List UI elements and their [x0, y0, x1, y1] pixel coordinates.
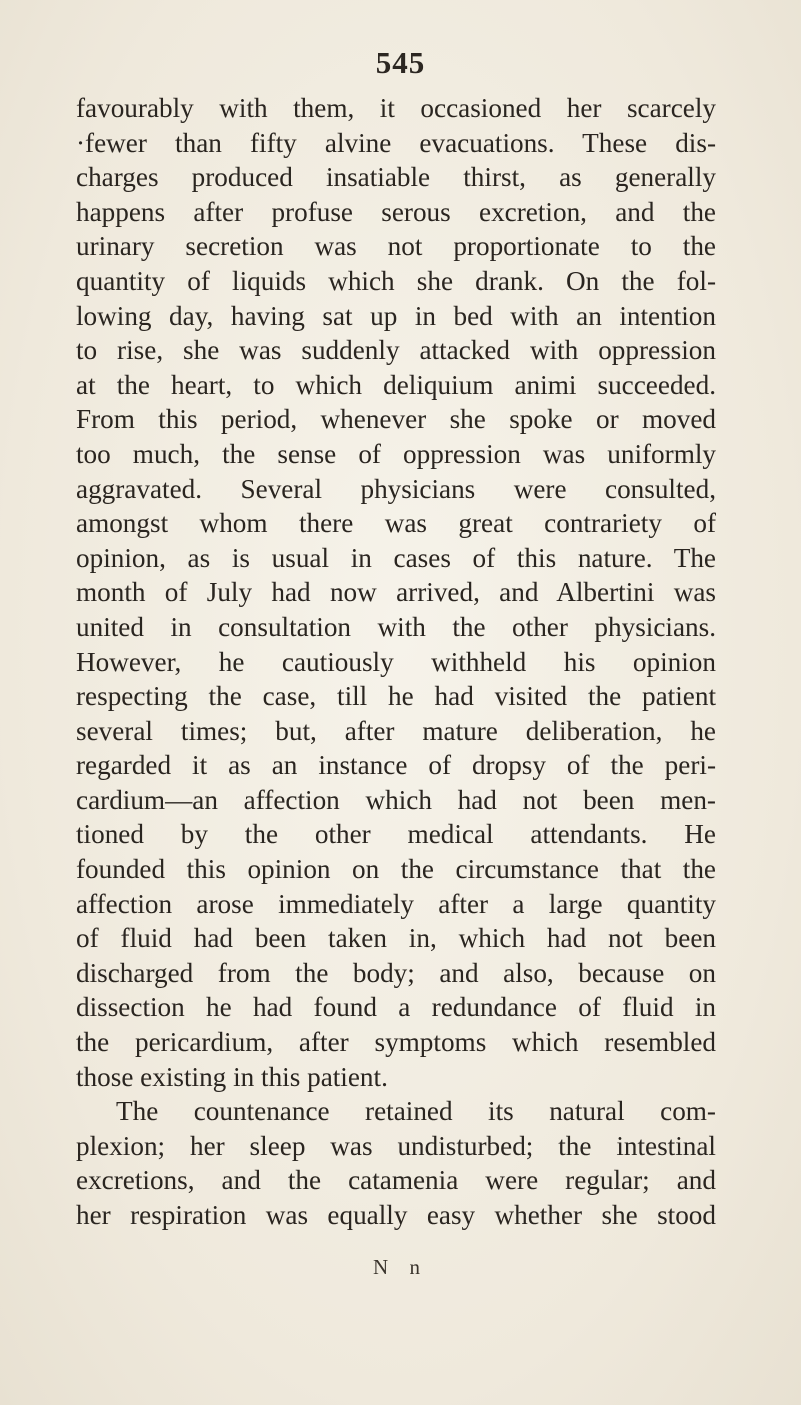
text-line: of fluid had been taken in, which had not been [76, 923, 716, 954]
text-line: to rise, she was suddenly attacked with oppression [76, 335, 716, 366]
text-line: lowing day, having sat up in bed with an intention [76, 300, 716, 331]
text-line: dissection he had found a redundance of fluid in [76, 992, 716, 1023]
text-line: regarded it as an instance of dropsy of the peri- [76, 750, 716, 781]
text-line: the pericardium, after symptoms which resembled [76, 1027, 716, 1058]
page-number: 545 [375, 45, 426, 80]
paragraph-2 [76, 1094, 716, 1232]
text-line: However, he cautiously withheld his opinion [76, 646, 716, 677]
text-line: From this period, whenever she spoke or moved [76, 404, 716, 435]
text-line: happens after profuse serous excretion, and the [76, 196, 716, 227]
text-line: aggravated. Several physicians were consulted, [76, 473, 716, 504]
text-line: excretions, and the catamenia were regular; and [76, 1165, 716, 1196]
text-line: several times; but, after mature deliberation, he [76, 715, 716, 746]
text-line: plexion; her sleep was undisturbed; the intestinal [76, 1130, 716, 1161]
text-line: ·fewer than fifty alvine evacuations. These dis- [76, 127, 716, 158]
text-line: at the heart, to which deliquium animi succeeded. [76, 369, 716, 400]
text-line: tioned by the other medical attendants. He [76, 819, 716, 850]
text-line: too much, the sense of oppression was uniformly [76, 438, 716, 469]
text-line: amongst whom there was great contrariety of [76, 508, 716, 539]
text-line: month of July had now arrived, and Albertini was [76, 577, 716, 608]
text-line: those existing in this patient. [76, 1061, 388, 1092]
text-line: respecting the case, till he had visited the patient [76, 681, 716, 712]
text-line: urinary secretion was not proportionate to the [76, 231, 716, 262]
text-line: founded this opinion on the circumstance that the [76, 854, 716, 885]
text-line: united in consultation with the other physicians. [76, 611, 716, 642]
text-line: discharged from the body; and also, because on [76, 957, 716, 988]
text-line: opinion, as is usual in cases of this nature. The [76, 542, 716, 573]
text-line: quantity of liquids which she drank. On the fol- [76, 265, 716, 296]
text-line: affection arose immediately after a large quantity [76, 888, 716, 919]
text-line: charges produced insatiable thirst, as generally [76, 162, 716, 193]
text-line: The countenance retained its natural com- [116, 1096, 716, 1127]
paragraph-1 [76, 91, 716, 1094]
text-line: favourably with them, it occasioned her scarcely [76, 93, 716, 123]
text-line: her respiration was equally easy whether she stood [76, 1200, 716, 1230]
text-line: cardium—an affection which had not been men- [76, 784, 716, 815]
body-text [76, 91, 716, 1233]
signature-mark: N n [373, 1255, 428, 1279]
